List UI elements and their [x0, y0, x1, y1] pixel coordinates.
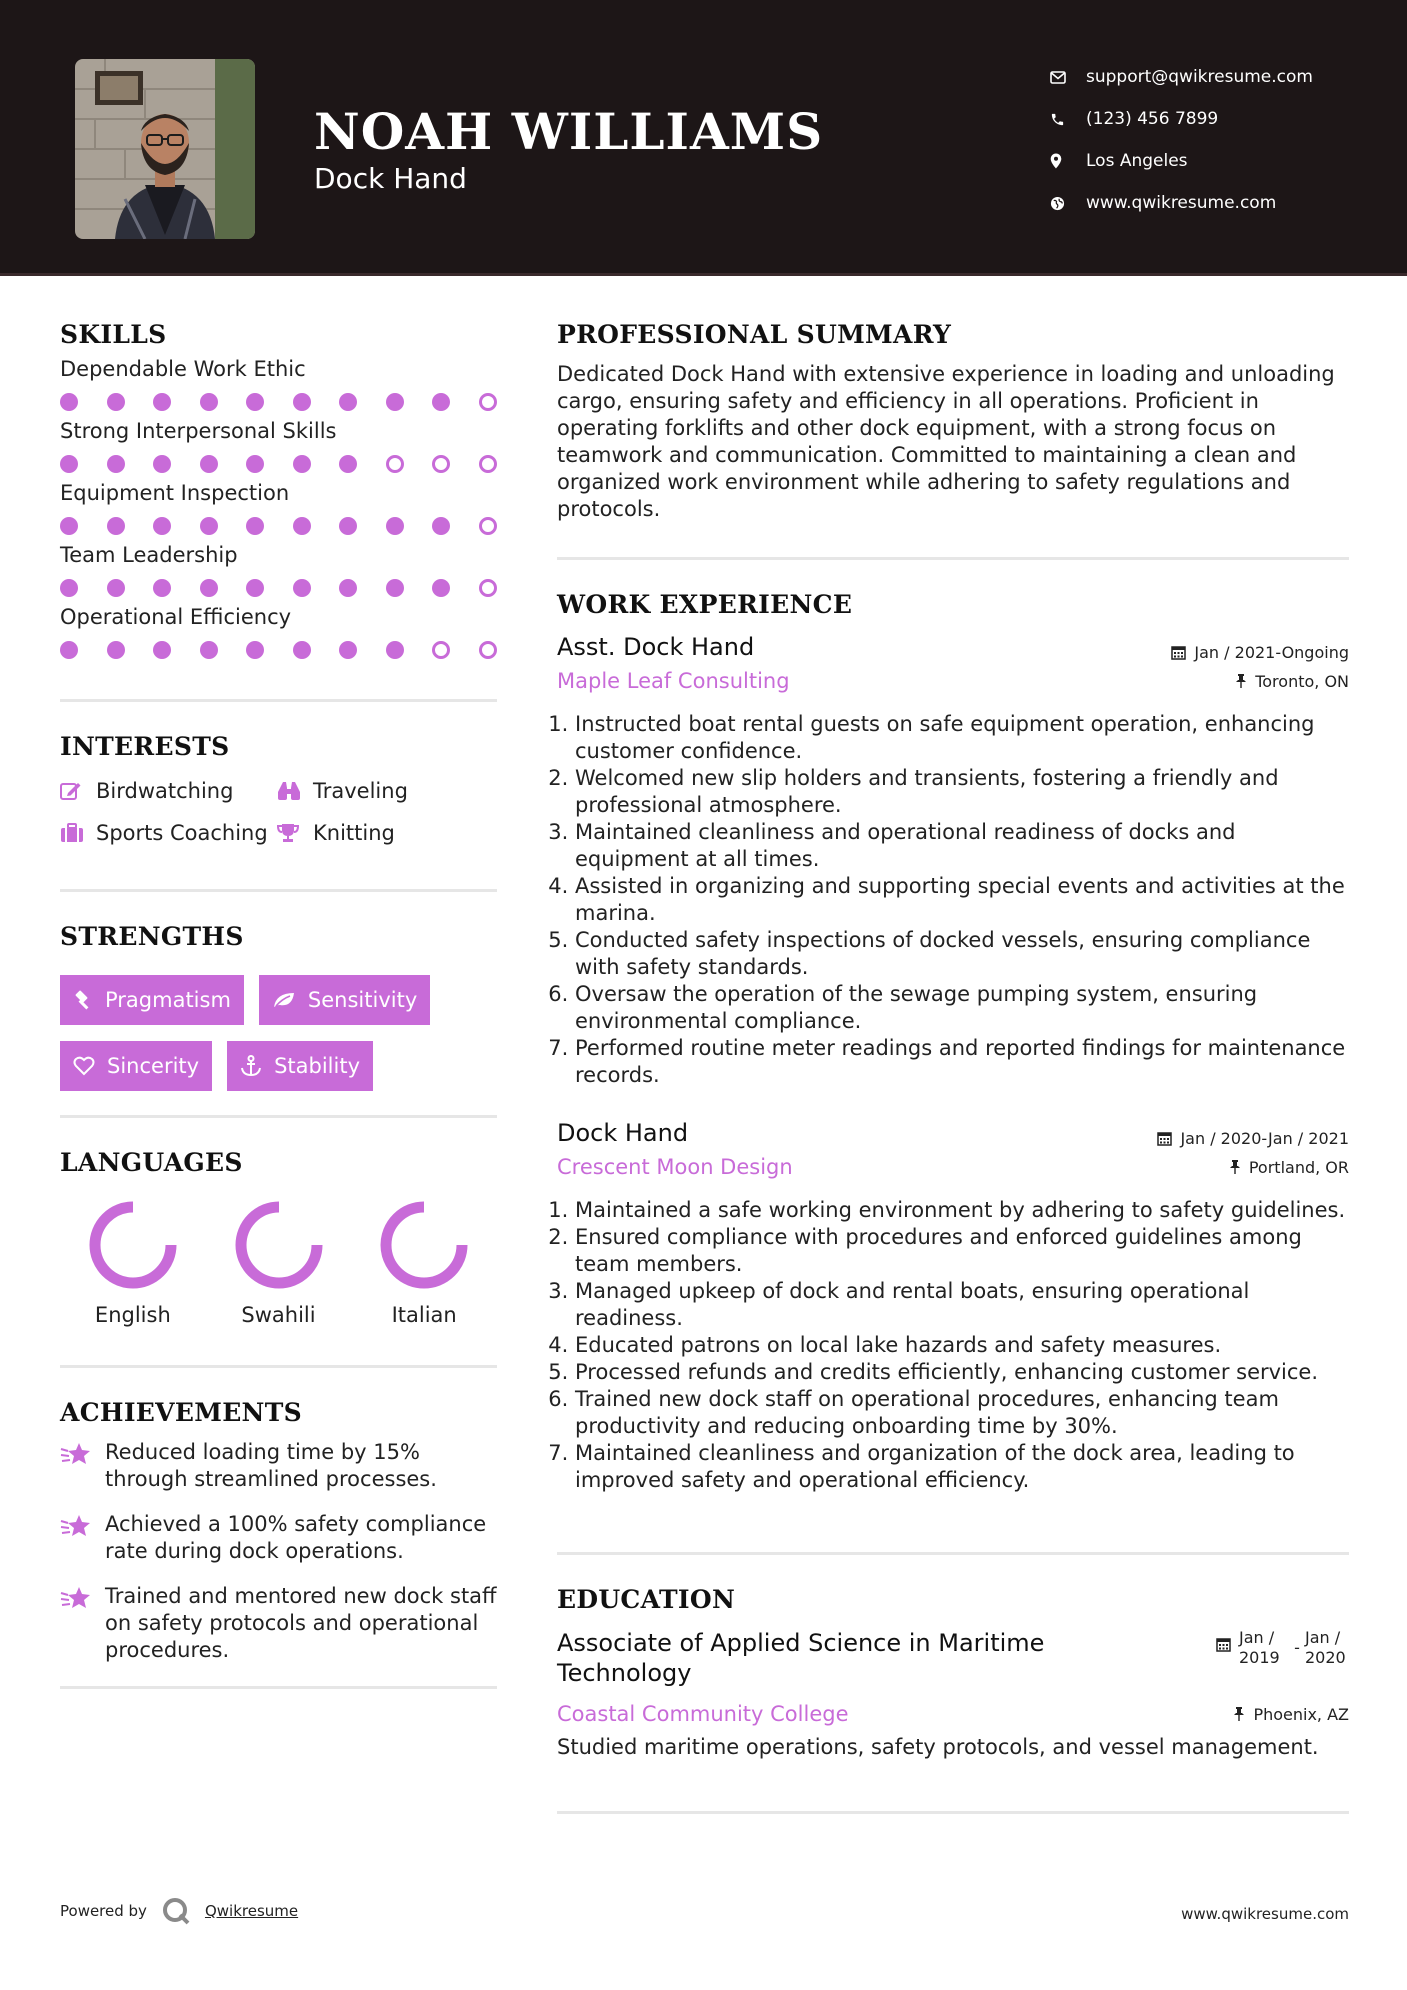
rating-dot-filled [246, 517, 264, 535]
rating-dot-empty [479, 641, 497, 659]
task-item: 3. Managed upkeep of dock and rental boats, ensuring operational readiness. [575, 1278, 1349, 1332]
job-date: Jan / 2021-Ongoing [1171, 641, 1349, 663]
language-item: English [60, 1199, 206, 1327]
section-divider [557, 1811, 1349, 1814]
rating-dot-filled [293, 579, 311, 597]
rating-dot-filled [107, 393, 125, 411]
language-item: Italian [351, 1199, 497, 1327]
language-proficiency-ring [87, 1199, 179, 1291]
section-divider [60, 1365, 497, 1368]
rating-dot-empty [479, 393, 497, 411]
skill-rating [60, 393, 497, 411]
footer-website[interactable]: www.qwikresume.com [1181, 1905, 1349, 1923]
section-divider [557, 1552, 1349, 1555]
rating-dot-filled [60, 517, 78, 535]
task-item: 6. Oversaw the operation of the sewage pumping system, ensuring environmental compliance. [575, 981, 1349, 1035]
languages-list [60, 1199, 497, 1327]
resume-header [0, 0, 1407, 276]
left-column [60, 320, 497, 1689]
rating-dot-filled [339, 393, 357, 411]
skill-item: Team Leadership [60, 543, 497, 597]
contact-email[interactable]: support@qwikresume.com [1050, 56, 1313, 98]
suitcase-icon [60, 823, 96, 843]
right-column [557, 320, 1349, 1814]
task-item: 1. Maintained a safe working environment by adhering to safety guidelines. [575, 1197, 1349, 1224]
contact-phone[interactable]: (123) 456 7899 [1050, 98, 1313, 140]
rating-dot-filled [246, 455, 264, 473]
rating-dot-filled [60, 455, 78, 473]
calendar-icon [1157, 1131, 1172, 1146]
rating-dot-filled [293, 393, 311, 411]
rating-dot-filled [153, 641, 171, 659]
rating-dot-filled [200, 393, 218, 411]
section-divider [60, 699, 497, 702]
task-list [557, 1197, 1349, 1494]
rating-dot-filled [246, 641, 264, 659]
shooting-star-icon [60, 1583, 105, 1664]
task-item: 5. Processed refunds and credits efficiently, enhancing customer service. [575, 1359, 1349, 1386]
strengths-list [60, 975, 497, 1091]
job-title: Dock Hand [557, 1119, 689, 1147]
rating-dot-filled [60, 579, 78, 597]
binoculars-icon [277, 781, 313, 801]
interest-item: Birdwatching [60, 779, 277, 803]
rating-dot-filled [386, 393, 404, 411]
rating-dot-filled [200, 517, 218, 535]
strength-tag: Sensitivity [259, 975, 430, 1025]
language-proficiency-ring [378, 1199, 470, 1291]
rating-dot-filled [246, 579, 264, 597]
trophy-icon [277, 823, 313, 843]
task-item: 2. Welcomed new slip holders and transients, fostering a friendly and professional atmosphere. [575, 765, 1349, 819]
achievement-item: Achieved a 100% safety compliance rate during dock operations. [60, 1511, 497, 1565]
rating-dot-filled [107, 579, 125, 597]
calendar-icon [1216, 1637, 1231, 1656]
candidate-name: NOAH WILLIAMS [314, 102, 824, 161]
section-divider [60, 1686, 497, 1689]
rating-dot-filled [339, 455, 357, 473]
task-item: 6. Trained new dock staff on operational procedures, enhancing team productivity and reducing onboarding time by 30%. [575, 1386, 1349, 1440]
job-entry [557, 1119, 1349, 1494]
pencil-icon [60, 781, 96, 801]
skill-item: Dependable Work Ethic [60, 357, 497, 411]
degree-title: Associate of Applied Science in Maritime Technology [557, 1629, 1045, 1687]
envelope-icon [1050, 71, 1086, 84]
rating-dot-filled [107, 517, 125, 535]
rating-dot-filled [293, 517, 311, 535]
task-item: 4. Educated patrons on local lake hazards and safety measures. [575, 1332, 1349, 1359]
rating-dot-filled [107, 641, 125, 659]
rating-dot-filled [386, 579, 404, 597]
interest-item: Traveling [277, 779, 497, 803]
language-item: Swahili [206, 1199, 352, 1327]
globe-icon [1050, 196, 1086, 211]
job-location: Portland, OR [1229, 1156, 1349, 1178]
qwikresume-link[interactable]: Qwikresume [204, 1902, 299, 1920]
skill-rating [60, 517, 497, 535]
rating-dot-empty [479, 579, 497, 597]
interests-heading: INTERESTS [60, 732, 230, 761]
rating-dot-filled [432, 517, 450, 535]
rating-dot-filled [386, 641, 404, 659]
rating-dot-filled [339, 517, 357, 535]
task-item: 7. Performed routine meter readings and reported findings for maintenance records. [575, 1035, 1349, 1089]
rating-dot-empty [479, 517, 497, 535]
interests-list [60, 779, 497, 845]
shooting-star-icon [60, 1511, 105, 1565]
rating-dot-filled [200, 579, 218, 597]
skill-item: Equipment Inspection [60, 481, 497, 535]
achievement-item: Trained and mentored new dock staff on safety protocols and operational procedures. [60, 1583, 497, 1664]
school-name: Coastal Community College [557, 1702, 849, 1726]
achievement-item: Reduced loading time by 15% through streamlined processes. [60, 1439, 497, 1493]
rating-dot-filled [386, 517, 404, 535]
rating-dot-filled [153, 455, 171, 473]
section-divider [60, 889, 497, 892]
rating-dot-filled [293, 641, 311, 659]
task-item: 5. Conducted safety inspections of docked vessels, ensuring compliance with safety standards. [575, 927, 1349, 981]
company-name: Crescent Moon Design [557, 1155, 793, 1179]
location-pin-icon [1050, 153, 1086, 169]
strength-row [60, 1041, 497, 1091]
gavel-icon [73, 990, 93, 1010]
rating-dot-filled [200, 641, 218, 659]
rating-dot-filled [246, 393, 264, 411]
languages-heading: LANGUAGES [60, 1148, 243, 1177]
rating-dot-filled [200, 455, 218, 473]
rating-dot-filled [432, 579, 450, 597]
skill-item: Strong Interpersonal Skills [60, 419, 497, 473]
calendar-icon [1171, 645, 1186, 660]
education-entry [557, 1628, 1349, 1761]
rating-dot-filled [432, 393, 450, 411]
school-location: Phoenix, AZ [1233, 1703, 1349, 1725]
candidate-title: Dock Hand [314, 162, 467, 195]
company-name: Maple Leaf Consulting [557, 669, 790, 693]
shooting-star-icon [60, 1439, 105, 1493]
job-title: Asst. Dock Hand [557, 633, 755, 661]
strength-row [60, 975, 497, 1025]
phone-icon [1050, 112, 1086, 127]
task-item: 1. Instructed boat rental guests on safe equipment operation, enhancing customer confidence. [575, 711, 1349, 765]
contact-website[interactable]: www.qwikresume.com [1050, 182, 1313, 224]
job-location: Toronto, ON [1235, 670, 1349, 692]
skill-item: Operational Efficiency [60, 605, 497, 659]
rating-dot-filled [339, 579, 357, 597]
pushpin-icon [1233, 1706, 1245, 1722]
strength-tag: Stability [227, 1041, 373, 1091]
language-proficiency-ring [233, 1199, 325, 1291]
rating-dot-filled [153, 517, 171, 535]
leaf-icon [272, 991, 296, 1009]
rating-dot-empty [432, 641, 450, 659]
strength-tag: Sincerity [60, 1041, 212, 1091]
interest-item: Sports Coaching [60, 821, 277, 845]
profile-photo [75, 59, 255, 239]
interest-item: Knitting [277, 821, 497, 845]
task-list [557, 711, 1349, 1089]
rating-dot-filled [153, 393, 171, 411]
task-item: 3. Maintained cleanliness and operational readiness of docks and equipment at all times. [575, 819, 1349, 873]
rating-dot-empty [432, 455, 450, 473]
qwikresume-logo-icon [161, 1896, 191, 1926]
job-date: Jan / 2020-Jan / 2021 [1157, 1127, 1349, 1149]
education-heading: EDUCATION [557, 1585, 736, 1614]
rating-dot-filled [60, 641, 78, 659]
pushpin-icon [1229, 1159, 1241, 1175]
skills-heading: SKILLS [60, 320, 167, 349]
skill-rating [60, 579, 497, 597]
section-divider [60, 1115, 497, 1118]
task-item: 2. Ensured compliance with procedures and enforced guidelines among team members. [575, 1224, 1349, 1278]
task-item: 7. Maintained cleanliness and organization of the dock area, leading to improved safety and operational efficiency. [575, 1440, 1349, 1494]
contact-location: Los Angeles [1050, 140, 1313, 182]
contact-list [1050, 56, 1313, 224]
rating-dot-filled [60, 393, 78, 411]
summary-text: Dedicated Dock Hand with extensive experience in loading and unloading cargo, ensuring safety and efficiency in all operations. Proficient in operating forklifts and other dock equipment, with a strong focus on teamwork and communication. Committed to maintaining a clean and organized work environment while adhering to safety regulations and protocols. [557, 362, 1335, 521]
rating-dot-filled [293, 455, 311, 473]
experience-heading: WORK EXPERIENCE [557, 590, 853, 619]
education-description: Studied maritime operations, safety protocols, and vessel management. [557, 1735, 1319, 1759]
strengths-heading: STRENGTHS [60, 922, 244, 951]
rating-dot-empty [479, 455, 497, 473]
heart-icon [73, 1056, 95, 1076]
summary-heading: PROFESSIONAL SUMMARY [557, 320, 952, 349]
footer-powered-by: Powered by Qwikresume [60, 1896, 298, 1926]
rating-dot-filled [107, 455, 125, 473]
task-item: 4. Assisted in organizing and supporting special events and activities at the marina. [575, 873, 1349, 927]
rating-dot-empty [386, 455, 404, 473]
education-date: Jan / 2019 - Jan / 2020 [1216, 1628, 1349, 1668]
rating-dot-filled [153, 579, 171, 597]
achievements-list [60, 1439, 497, 1664]
strength-tag: Pragmatism [60, 975, 244, 1025]
skill-rating [60, 455, 497, 473]
job-entry [557, 633, 1349, 1089]
skill-rating [60, 641, 497, 659]
section-divider [557, 557, 1349, 560]
anchor-icon [240, 1055, 262, 1077]
rating-dot-filled [339, 641, 357, 659]
skills-list [60, 357, 497, 659]
pushpin-icon [1235, 673, 1247, 689]
achievements-heading: ACHIEVEMENTS [60, 1398, 302, 1427]
